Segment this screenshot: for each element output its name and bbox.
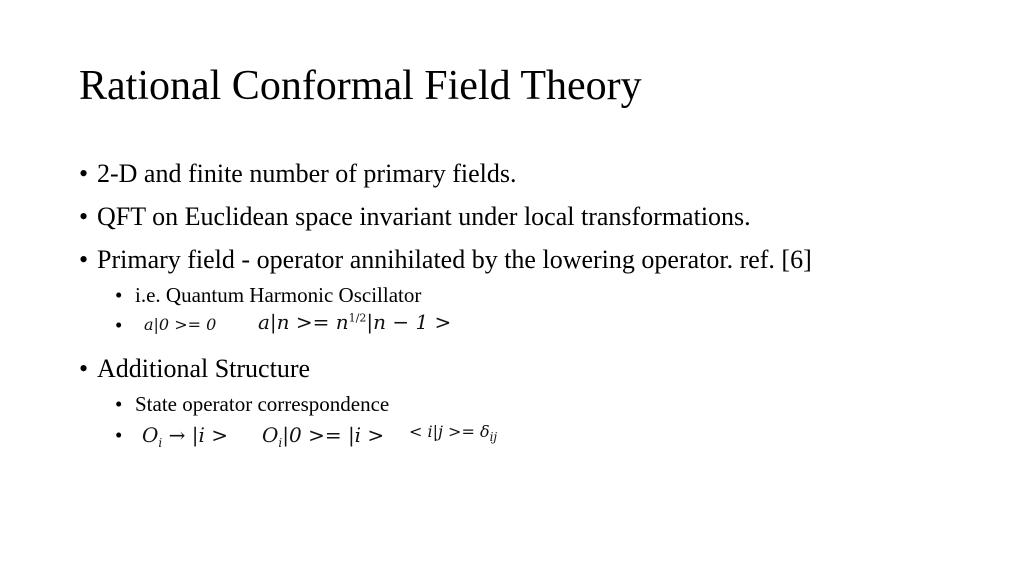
equation-operator-on-vacuum: $O_i|0 >= |i$ > <box>262 423 385 450</box>
bullet-marker: • <box>115 313 123 337</box>
equation-lowering-state: $a|n >= n^{1/2}|n - 1$ > <box>258 310 452 334</box>
bullet-marker: • <box>79 202 89 231</box>
bullet-item <box>79 353 310 385</box>
bullet-text: Additional Structure <box>97 354 311 383</box>
sub-bullet-item <box>115 422 135 448</box>
slide-title: Rational Conformal Field Theory <box>79 63 642 109</box>
sub-bullet-item <box>115 391 389 417</box>
bullet-text: 2-D and finite number of primary fields. <box>97 159 517 188</box>
bullet-item <box>79 158 517 190</box>
bullet-text: QFT on Euclidean space invariant under local transformations. <box>97 202 751 231</box>
bullet-marker: • <box>115 392 123 416</box>
sub-bullet-item <box>115 282 421 308</box>
bullet-marker: • <box>79 354 89 383</box>
bullet-text: i.e. Quantum Harmonic Oscillator <box>135 283 422 307</box>
bullet-text: Primary field - operator annihilated by the lowering operator. ref. [6] <box>97 245 812 274</box>
bullet-marker: • <box>115 423 123 447</box>
sub-bullet-item <box>115 312 135 338</box>
bullet-text: State operator correspondence <box>135 392 390 416</box>
equation-lowering-vacuum: a|0 >= 0 <box>144 315 217 334</box>
bullet-item <box>79 201 751 233</box>
bullet-marker: • <box>115 283 123 307</box>
equation-operator-to-state: $O_i \to |i$ > <box>142 423 228 450</box>
bullet-item <box>79 244 812 276</box>
bullet-marker: • <box>79 159 89 188</box>
equation-orthonormality: < $i|j >= \delta_{ij}$ <box>409 422 498 445</box>
bullet-marker: • <box>79 245 89 274</box>
